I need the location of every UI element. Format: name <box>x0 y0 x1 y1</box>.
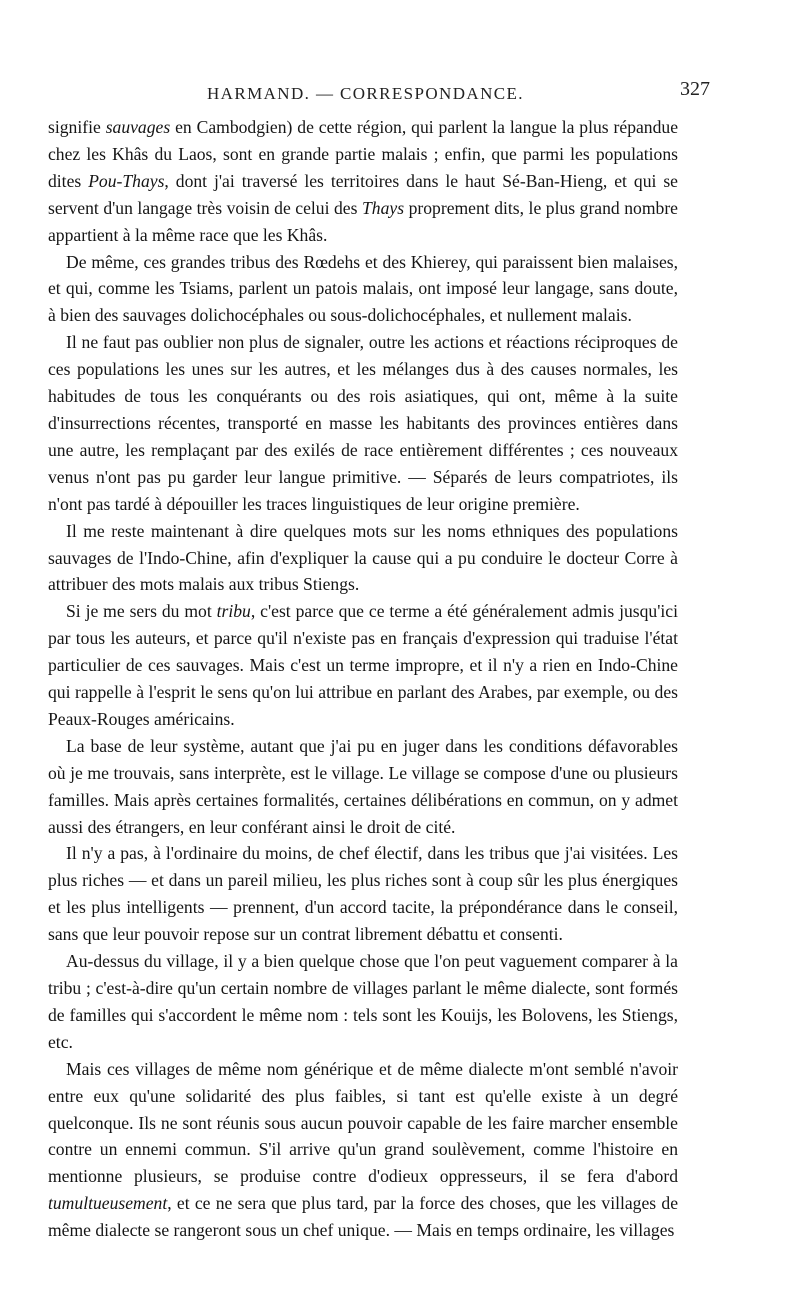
paragraph <box>48 518 678 599</box>
paragraph <box>48 1056 678 1244</box>
text-run: en Cambodgien) de cette région, qui parlent la langue la plus répandue chez les Khâs du Laos, sont en grande partie malais ; enfin, que parmi les populations dites <box>48 117 679 191</box>
text-run: La base de leur système, autant que j'ai pu en juger dans les conditions défavorables où je me trouvais, sans interprète, est le village. Le village se compose d'une ou plusieurs familles. Mais après certaines formalités, certaines délibérations en commun, on y admet aussi des étrangers, en leur conférant ainsi le droit de cité. <box>48 735 678 837</box>
body-text <box>48 114 678 1244</box>
italic-text: tribu <box>216 601 251 622</box>
italic-text: Pou-Thays <box>88 170 165 191</box>
text-run: , dont j'ai traversé les territoires dans le haut Sé-Ban-Hieng, et qui se servent d'un langage très voisin de celui des <box>48 170 678 218</box>
paragraph <box>48 948 678 1056</box>
text-run: De même, ces grandes tribus des Rœdehs et des Khierey, qui paraissent bien malaises, et qui, comme les Tsiams, parlent un patois malais, ont imposé leur langage, sans doute, à bien des sauvages dolichocéphales ou sous-dolichocéphales, et nullement malais. <box>48 251 678 326</box>
text-run: , c'est parce que ce terme a été généralement admis jusqu'ici par tous les auteurs, et parce qu'il n'existe pas en français d'expression qui traduise l'état particulier de ces sauvages. Mais c'est un terme impropre, et il n'y a rien en Indo-Chine qui rappelle à l'esprit le sens qu'on lui attribue en parlant des Arabes, par exemple, ou des Peaux-Rouges américains. <box>48 601 678 729</box>
text-run: , et ce ne sera que plus tard, par la force des choses, que les villages de même dialecte se rangeront sous un chef unique. — Mais en temps ordinaire, les villages <box>48 1193 678 1241</box>
text-run: proprement dits, le plus grand nombre appartient à la même race que les Khâs. <box>48 197 678 245</box>
text-run: Mais ces villages de même nom générique et de même dialecte m'ont semblé n'avoir entre eux qu'une solidarité des plus faibles, si tant est qu'elle existe à un degré quelconque. Ils ne sont réunis sous aucun pouvoir capable de les faire marcher ensemble contre un ennemi commun. S'il arrive qu'un grand soulèvement, comme l'histoire en mentionne plusieurs, se produise contre d'odieux oppresseurs, il se fera d'abord <box>48 1058 678 1187</box>
paragraph <box>48 840 678 948</box>
paragraph <box>48 733 678 841</box>
text-run: Au-dessus du village, il y a bien quelque chose que l'on peut vaguement comparer à la tribu ; c'est-à-dire qu'un certain nombre de villages parlant le même dialecte, sont formés de familles qui s'accordent le même nom : tels sont les Kouijs, les Bolovens, les Stiengs, etc. <box>48 951 678 1052</box>
italic-text: tumultueusement <box>48 1193 168 1214</box>
text-run: signifie <box>48 117 106 137</box>
running-head: HARMAND. — CORRESPONDANCE. <box>207 84 524 103</box>
page-number: 327 <box>680 78 710 100</box>
paragraph <box>48 329 678 517</box>
text-run: Si je me sers du mot <box>66 601 217 622</box>
paragraph <box>48 598 678 733</box>
italic-text: Thays <box>362 197 405 218</box>
text-run: Il n'y a pas, à l'ordinaire du moins, de chef électif, dans les tribus que j'ai visitées. Les plus riches — et dans un pareil milieu, les plus riches sont à coup sûr les plus énergiques et les plus intelligents — prennent, d'un accord tacite, la prépondérance dans le conseil, sans que leur pouvoir repose sur un contrat librement débattu et consenti. <box>48 843 678 945</box>
italic-text: sauvages <box>105 117 171 137</box>
page-header <box>95 78 710 108</box>
text-run: Il me reste maintenant à dire quelques mots sur les noms ethniques des populations sauvages de l'Indo-Chine, afin d'expliquer la cause qui a pu conduire le docteur Corre à attribuer des mots malais aux tribus Stiengs. <box>48 520 678 595</box>
paragraph <box>48 249 678 330</box>
paragraph <box>48 114 678 249</box>
text-run: Il ne faut pas oublier non plus de signaler, outre les actions et réactions réciproques de ces populations les unes sur les autres, et les mélanges dus à des causes normales, les habitudes de tous les conquérants ou des rois asiatiques, qui ont, même à la suite d'insurrections récentes, transporté en masse les habitants des provinces entières dans une autre, les remplaçant par des exilés de race entièrement différentes ; ces nouveaux venus n'ont pas pu garder leur langue primitive. — Séparés de leurs compatriotes, ils n'ont pas tardé à dépouiller les traces linguistiques de leur origine première. <box>48 332 678 514</box>
